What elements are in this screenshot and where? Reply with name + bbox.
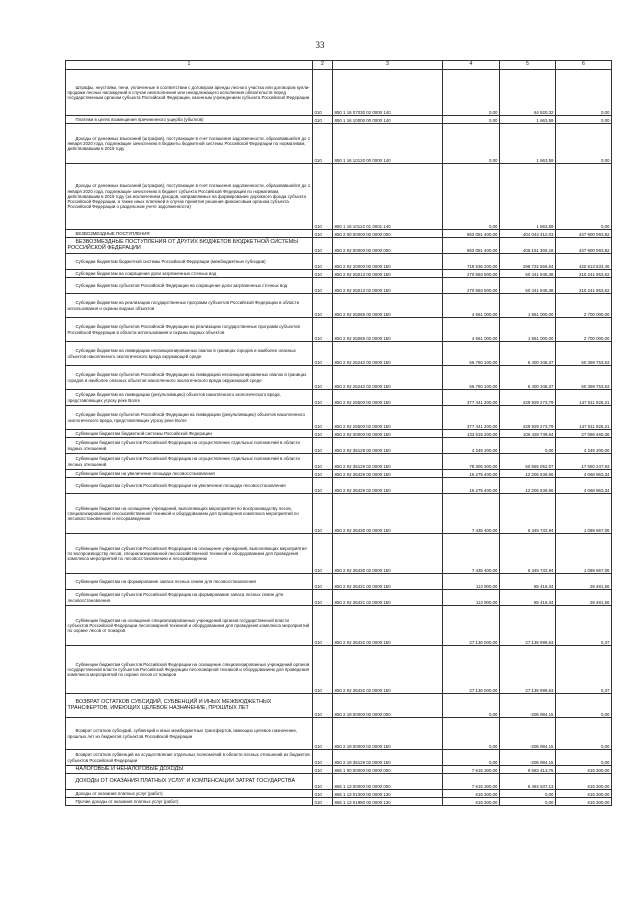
table-row [66, 606, 612, 646]
row-executed-amount: -206 894,15 [500, 694, 556, 718]
row-executed-amount: 6 345 732,94 [500, 494, 556, 534]
row-budget-code: 850 2 02 30000 00 0000 150 [333, 430, 443, 438]
row-code: 010 [313, 438, 333, 454]
row-description-text: Субсидии бюджетам на реализацию государственных программ субъектов Российской Федерации в области использования и охраны водных объектов [67, 300, 300, 311]
row-budget-code: 850 2 19 35129 02 0000 150 [333, 750, 443, 766]
row-code: 010 [313, 254, 333, 270]
row-unexecuted-amount: 4 249 200,00 [556, 438, 612, 454]
row-code: 010 [313, 430, 333, 438]
row-executed-amount: 60 441 946,38 [500, 270, 556, 278]
row-code: 010 [313, 230, 333, 238]
row-description [66, 774, 313, 790]
revenue-table [65, 60, 612, 806]
table-row [66, 406, 612, 430]
row-executed-amount: 27 135 999,63 [500, 646, 556, 694]
table-row [66, 718, 612, 750]
row-budget-code: 850 2 02 25013 00 0000 150 [333, 270, 443, 278]
row-description [66, 390, 313, 406]
row-unexecuted-amount: 28 481,66 [556, 574, 612, 590]
row-unexecuted-amount: 0,00 [556, 70, 612, 116]
row-unexecuted-amount: 0,00 [556, 124, 612, 164]
row-description [66, 342, 313, 366]
row-unexecuted-amount: 0,37 [556, 606, 612, 646]
row-executed-amount: 60 655 052,07 [500, 454, 556, 470]
row-description-text: НАЛОГОВЫЕ И НЕНАЛОГОВЫЕ ДОХОДЫ [75, 765, 184, 772]
row-description [66, 750, 313, 766]
row-approved-amount: 7 435 400,00 [443, 534, 500, 574]
row-unexecuted-amount: 210 241 953,62 [556, 270, 612, 278]
row-code: 010 [313, 116, 333, 124]
row-executed-amount: 60 441 946,38 [500, 278, 556, 294]
row-budget-code: 850 2 02 35430 02 0000 150 [333, 534, 443, 574]
row-approved-amount: 113 900,00 [443, 574, 500, 590]
row-approved-amount: 7 435 400,00 [443, 494, 500, 534]
row-description [66, 470, 313, 478]
row-description [66, 790, 313, 798]
row-approved-amount: 0,00 [443, 750, 500, 766]
row-code: 010 [313, 534, 333, 574]
row-approved-amount: 66 760 100,00 [443, 366, 500, 390]
row-code: 010 [313, 238, 333, 254]
row-approved-amount: 4 651 000,00 [443, 318, 500, 342]
row-description-text: Субвенции бюджетам субъектов Российской Федерации на осуществление отдельных полномочий в области водных отношений [67, 440, 300, 451]
row-executed-amount: 85 418,34 [500, 574, 556, 590]
row-description-text: Возврат остатков субсидий, субвенций и иных межбюджетных трансфертов, имеющих целевое назначение, прошлых лет из бюджетов субъектов Российской Федерации [67, 728, 298, 739]
row-unexecuted-amount: 1 089 667,06 [556, 494, 612, 534]
row-approved-amount: 78 305 300,00 [443, 454, 500, 470]
table-row [66, 294, 612, 318]
row-unexecuted-amount: 60 359 753,63 [556, 366, 612, 390]
row-description-text: Субсидии бюджетам на ликвидацию несанкционированных свалок в границах городов и наиболее опасных объектов накопленного экологического вреда окружающей среде [67, 348, 296, 359]
row-unexecuted-amount: 615 300,00 [556, 798, 612, 806]
row-description-text: ВОЗВРАТ ОСТАТКОВ СУБСИДИЙ, СУБВЕНЦИЙ И ИНЫХ МЕЖБЮДЖЕТНЫХ ТРАНСФЕРТОВ, ИМЕЮЩИХ ЦЕЛЕВОЕ НАЗНАЧЕНИЕ, ПРОШЛЫХ ЛЕТ [67, 699, 272, 711]
row-budget-code: 850 2 02 35431 02 0000 150 [333, 590, 443, 606]
row-budget-code: 850 2 02 35129 02 0000 150 [333, 454, 443, 470]
row-budget-code: 850 2 02 35430 00 0000 150 [333, 494, 443, 534]
row-executed-amount: 0,00 [500, 798, 556, 806]
row-budget-code: 850 2 02 25065 00 0000 150 [333, 294, 443, 318]
row-description [66, 534, 313, 574]
row-executed-amount: 405 151 306,18 [500, 238, 556, 254]
table-row [66, 590, 612, 606]
row-approved-amount: 16 275 400,00 [443, 470, 500, 478]
row-unexecuted-amount: 147 511 926,21 [556, 390, 612, 406]
row-description [66, 116, 313, 124]
row-code: 010 [313, 646, 333, 694]
table-row [66, 494, 612, 534]
row-code: 010 [313, 278, 333, 294]
row-description [66, 574, 313, 590]
row-approved-amount: 27 136 000,00 [443, 606, 500, 646]
row-code: 010 [313, 766, 333, 774]
table-row [66, 318, 612, 342]
row-budget-code: 850 1 16 07030 02 0000 140 [333, 70, 443, 116]
row-description-text: Субвенции бюджетам бюджетной системы Российской Федерации [75, 430, 212, 436]
row-approved-amount: 719 536 200,00 [443, 254, 500, 270]
row-executed-amount: 1 951 000,00 [500, 318, 556, 342]
table-row [66, 790, 612, 798]
table-row [66, 366, 612, 390]
row-code: 010 [313, 318, 333, 342]
row-unexecuted-amount: 0,00 [556, 116, 612, 124]
row-description-text: Доходы от оказания платных услуг (работ) [75, 790, 163, 796]
row-description [66, 254, 313, 270]
row-unexecuted-amount: 0,00 [556, 164, 612, 230]
table-row [66, 164, 612, 230]
row-approved-amount: 377 441 200,00 [443, 406, 500, 430]
row-description [66, 238, 313, 254]
row-description [66, 294, 313, 318]
row-approved-amount: 7 615 300,00 [443, 774, 500, 790]
row-unexecuted-amount: 4 068 863,34 [556, 478, 612, 494]
row-description [66, 164, 313, 230]
row-unexecuted-amount: 0,00 [556, 694, 612, 718]
row-description-text: Прочие доходы от оказания платных услуг (работ) [75, 798, 179, 804]
row-description [66, 124, 313, 164]
row-unexecuted-amount: 1 089 667,06 [556, 534, 612, 574]
row-approved-amount: 853 051 400,00 [443, 238, 500, 254]
row-unexecuted-amount: 0,37 [556, 646, 612, 694]
table-header-row [66, 61, 612, 70]
row-description [66, 766, 313, 774]
row-budget-code: 850 2 00 00000 00 0000 000 [333, 230, 443, 238]
page-number: 33 [315, 40, 325, 50]
row-code: 010 [313, 478, 333, 494]
row-executed-amount: 12 206 536,66 [500, 478, 556, 494]
row-unexecuted-amount: 28 481,66 [556, 590, 612, 606]
row-description [66, 430, 313, 438]
row-code: 010 [313, 454, 333, 470]
row-approved-amount: 377 441 200,00 [443, 390, 500, 406]
row-description-text: ДОХОДЫ ОТ ОКАЗАНИЯ ПЛАТНЫХ УСЛУГ И КОМПЕНСАЦИИ ЗАТРАТ ГОСУДАРСТВА [75, 777, 296, 784]
table-row [66, 646, 612, 694]
column-header: 1 [66, 61, 313, 70]
row-description [66, 718, 313, 750]
row-description-text: Субсидии бюджетам бюджетной системы Российской Федерации (межбюджетные субсидии) [75, 258, 266, 264]
row-budget-code: 850 1 16 10000 00 0000 140 [333, 116, 443, 124]
row-unexecuted-amount: 447 900 093,82 [556, 238, 612, 254]
row-executed-amount: 229 929 273,79 [500, 390, 556, 406]
column-header: 2 [313, 61, 333, 70]
row-description [66, 318, 313, 342]
row-description-text: Субсидии бюджетам на ликвидацию (рекультивацию) объектов накопленного экологического вреда, представляющих угрозу реке Волге [67, 392, 281, 403]
table-row [66, 534, 612, 574]
row-budget-code: 850 2 02 35431 00 0000 150 [333, 574, 443, 590]
row-unexecuted-amount: 0,00 [556, 718, 612, 750]
row-executed-amount: 27 135 999,63 [500, 606, 556, 646]
row-budget-code: 850 2 02 35432 02 0000 150 [333, 646, 443, 694]
row-description [66, 70, 313, 116]
row-approved-amount: 853 051 400,00 [443, 230, 500, 238]
row-description-text: БЕЗВОЗМЕЗДНЫЕ ПОСТУПЛЕНИЯ ОТ ДРУГИХ БЮДЖЕТОВ БЮДЖЕТНОЙ СИСТЕМЫ РОССИЙСКОЙ ФЕДЕРАЦИИ [67, 239, 299, 251]
table-row [66, 70, 612, 116]
row-executed-amount: 106 428 739,64 [500, 430, 556, 438]
row-description-text: Платежи в целях возмещения причиненного ущерба (убытков) [75, 116, 204, 122]
row-approved-amount: 0,00 [443, 694, 500, 718]
row-code: 010 [313, 750, 333, 766]
row-executed-amount: 1 951 000,00 [500, 294, 556, 318]
column-header: 3 [333, 61, 443, 70]
row-description [66, 694, 313, 718]
table-row [66, 454, 612, 470]
row-description-text: Субвенции бюджетам на формирование запаса лесных семян для лесовосстановления [75, 578, 256, 584]
row-executed-amount: 9 583 413,75 [500, 766, 556, 774]
row-description-text: Субвенции бюджетам субъектов Российской Федерации на формирование запаса лесных семян для лесовосстановления [67, 592, 283, 603]
table-row [66, 278, 612, 294]
row-executed-amount: 1 663,59 [500, 164, 556, 230]
row-approved-amount: 113 900,00 [443, 590, 500, 606]
row-budget-code: 850 1 16 10120 00 0000 140 [333, 124, 443, 164]
row-executed-amount: -206 894,15 [500, 718, 556, 750]
table-row [66, 798, 612, 806]
row-code: 010 [313, 342, 333, 366]
row-budget-code: 850 2 02 35432 00 0000 150 [333, 606, 443, 646]
row-code: 010 [313, 390, 333, 406]
row-code: 010 [313, 270, 333, 278]
row-approved-amount: 270 683 900,00 [443, 278, 500, 294]
row-unexecuted-amount: 2 700 000,00 [556, 294, 612, 318]
row-executed-amount: 6 400 346,37 [500, 366, 556, 390]
row-executed-amount: 12 206 536,66 [500, 470, 556, 478]
row-approved-amount: 7 615 300,00 [443, 766, 500, 774]
row-description-text: Субсидии бюджетам субъектов Российской Федерации на ликвидацию несанкционированных свалок в границах городов и наиболее опасных объектов накопленного экологического вреда окружающей среде [67, 372, 307, 383]
table-row [66, 238, 612, 254]
row-budget-code: 850 2 19 00000 00 0000 000 [333, 694, 443, 718]
row-budget-code: 850 2 02 35128 00 0000 150 [333, 438, 443, 454]
column-header: 4 [443, 61, 500, 70]
row-description-text: Доходы от денежных взысканий (штрафов), поступающие в счет погашения задолженности, образовавшейся до 1 января 2020 года, подлежащие зачислению в бюджеты бюджетной системы Российской Федерации по нормативам, действовавшим в 2019 году [67, 135, 311, 152]
row-budget-code: 850 2 02 35429 00 0000 150 [333, 470, 443, 478]
row-budget-code: 850 2 02 25500 02 0000 150 [333, 406, 443, 430]
row-approved-amount: 615 300,00 [443, 790, 500, 798]
row-description [66, 606, 313, 646]
row-description-text: БЕЗВОЗМЕЗДНЫЕ ПОСТУПЛЕНИЯ [75, 230, 150, 236]
row-approved-amount: 0,00 [443, 718, 500, 750]
table-row [66, 124, 612, 164]
row-description [66, 270, 313, 278]
row-approved-amount: 133 515 200,00 [443, 430, 500, 438]
row-executed-amount: 229 929 273,79 [500, 406, 556, 430]
row-approved-amount: 4 651 000,00 [443, 294, 500, 318]
row-code: 010 [313, 574, 333, 590]
row-description-text: Доходы от денежных взысканий (штрафов), поступающие в счет погашения задолженности, образовавшейся до 1 января 2020 года, подлежащие зачислению в бюджет субъекта Российской Федерации по нормативам, действовавшим в 2019 году (за исключением доходов, направляемых на формирование дорожного фонда субъекта Российской Федерации, а также иных платежей в случае принятия решения финансовым органом субъекта Российской Федерации о раздельном учете задолженности) [67, 183, 311, 210]
column-header: 5 [500, 61, 556, 70]
row-description [66, 406, 313, 430]
table-row [66, 270, 612, 278]
row-unexecuted-amount: 0,00 [556, 750, 612, 766]
row-description-text: Штрафы, неустойки, пени, уплаченные в соответствии с договором аренды лесного участка или договором купли-продажи лесных насаждений в случае неисполнения или ненадлежащего исполнения обязательств перед государственным органом субъекта Российской Федерации, казенным учреждением субъекта Российской Федерации [67, 84, 310, 101]
row-budget-code: 850 1 16 10122 01 0001 140 [333, 164, 443, 230]
row-approved-amount: 27 136 000,00 [443, 646, 500, 694]
row-unexecuted-amount: 615 300,00 [556, 774, 612, 790]
row-description-text: Субсидии бюджетам субъектов Российской Федерации на реализацию государственных программ субъектов Российской Федерации в области использования и охраны водных объектов [67, 324, 300, 335]
row-budget-code: 855 1 00 00000 00 0000 000 [333, 766, 443, 774]
row-budget-code: 850 2 02 25242 00 0000 150 [333, 342, 443, 366]
row-description-text: Субвенции бюджетам субъектов Российской Федерации на оснащение специализированных учреждений органов государственной власти субъектов Российской Федерации лесопожарной техникой и оборудованием для проведения комплекса мероприятий по охране лесов от пожаров [67, 661, 310, 678]
row-executed-amount: 6 484 537,13 [500, 774, 556, 790]
row-code: 010 [313, 694, 333, 718]
row-budget-code: 850 2 02 35429 02 0000 150 [333, 478, 443, 494]
row-budget-code: 850 2 02 00000 00 0000 000 [333, 238, 443, 254]
row-code: 010 [313, 406, 333, 430]
row-budget-code: 855 1 13 00000 00 0000 000 [333, 774, 443, 790]
row-budget-code: 855 1 13 01990 00 0000 130 [333, 798, 443, 806]
row-code: 010 [313, 590, 333, 606]
table-row [66, 766, 612, 774]
row-code: 010 [313, 606, 333, 646]
row-code: 010 [313, 70, 333, 116]
table-row [66, 750, 612, 766]
row-budget-code: 850 2 02 20000 00 0000 150 [333, 254, 443, 270]
row-description [66, 590, 313, 606]
row-description-text: Субвенции бюджетам субъектов Российской Федерации на осуществление отдельных полномочий в области лесных отношений [67, 456, 300, 467]
table-row [66, 470, 612, 478]
row-code: 010 [313, 774, 333, 790]
row-executed-amount: -206 894,15 [500, 750, 556, 766]
row-executed-amount: 404 044 412,03 [500, 230, 556, 238]
row-budget-code: 850 2 02 25500 00 0000 150 [333, 390, 443, 406]
table-row [66, 438, 612, 454]
row-description-text: Субвенции бюджетам на оснащение специализированных учреждений органов государственной власти субъектов Российской Федерации лесопожарной техникой и оборудованием для проведения комплекса мероприятий по охране лесов от пожаров [67, 617, 310, 634]
row-description [66, 454, 313, 470]
table-row [66, 774, 612, 790]
row-description-text: Субвенции бюджетам субъектов Российской Федерации на увеличение площади лесовосстановления [75, 482, 286, 488]
row-approved-amount: 0,00 [443, 164, 500, 230]
table-row [66, 390, 612, 406]
row-executed-amount: 1 663,59 [500, 124, 556, 164]
row-code: 010 [313, 470, 333, 478]
row-approved-amount: 0,00 [443, 70, 500, 116]
row-description [66, 438, 313, 454]
column-header: 6 [556, 61, 612, 70]
row-approved-amount: 615 300,00 [443, 798, 500, 806]
row-description-text: Субсидии бюджетам субъектов Российской Федерации на ликвидацию (рекультивацию) объектов накопленного экологического вреда, представляющих угрозу реке Волге [67, 412, 305, 423]
row-unexecuted-amount: 2 700 000,00 [556, 318, 612, 342]
row-unexecuted-amount: 27 086 460,36 [556, 430, 612, 438]
row-executed-amount: 0,00 [500, 438, 556, 454]
table-row [66, 694, 612, 718]
row-description-text: Субсидии бюджетам субъектов Российской Федерации на сокращение доли загрязненных сточных вод [75, 282, 288, 288]
row-description [66, 494, 313, 534]
row-approved-amount: 0,00 [443, 124, 500, 164]
table-row [66, 116, 612, 124]
table-row [66, 478, 612, 494]
row-approved-amount: 66 760 100,00 [443, 342, 500, 366]
row-executed-amount: 64 920,32 [500, 70, 556, 116]
row-unexecuted-amount: 147 511 926,21 [556, 406, 612, 430]
row-description-text: Субсидии бюджетам на сокращение доли загрязненных сточных вод [75, 270, 217, 276]
row-code: 010 [313, 718, 333, 750]
row-budget-code: 855 1 13 01000 00 0000 130 [333, 790, 443, 798]
row-code: 010 [313, 164, 333, 230]
row-description-text: Субвенции бюджетам на оснащение учреждений, выполняющих мероприятия по воспроизводству лесов, специализированной лесохозяйственной техникой и оборудованием для проведения комплекса мероприятий по лесовосстановлению и лесоразведению [67, 505, 299, 522]
row-unexecuted-amount: 420 813 633,46 [556, 254, 612, 270]
row-description-text: Субвенции бюджетам на увеличение площади лесовосстановления [75, 470, 215, 476]
row-description [66, 646, 313, 694]
row-budget-code: 850 2 19 00000 02 0000 150 [333, 718, 443, 750]
row-description [66, 366, 313, 390]
row-budget-code: 850 2 02 25013 02 0000 150 [333, 278, 443, 294]
table-row [66, 342, 612, 366]
row-approved-amount: 16 275 400,00 [443, 478, 500, 494]
row-executed-amount: 1 663,59 [500, 116, 556, 124]
row-executed-amount: 6 345 732,94 [500, 534, 556, 574]
row-code: 010 [313, 124, 333, 164]
row-unexecuted-amount: 615 300,00 [556, 790, 612, 798]
row-code: 010 [313, 494, 333, 534]
row-code: 010 [313, 294, 333, 318]
table-body [66, 70, 612, 806]
row-executed-amount: 0,00 [500, 790, 556, 798]
table-row [66, 430, 612, 438]
row-executed-amount: 6 400 346,37 [500, 342, 556, 366]
table-row [66, 574, 612, 590]
row-description-text: Возврат остатков субвенций на осуществление отдельных полномочий в области лесных отношений из бюджетов субъектов Российской Федерации [67, 752, 310, 763]
row-description-text: Субвенции бюджетам субъектов Российской Федерации на оснащение учреждений, выполняющих мероприятия по воспроизводству лесов, специализированной лесохозяйственной техникой и оборудованием для проведения комплекса мероприятий по лесовосстановлению и лесоразведению [67, 545, 307, 562]
table-row [66, 254, 612, 270]
row-executed-amount: 85 418,34 [500, 590, 556, 606]
row-budget-code: 850 2 02 25065 02 0000 150 [333, 318, 443, 342]
row-code: 010 [313, 790, 333, 798]
row-code: 010 [313, 366, 333, 390]
row-description [66, 230, 313, 238]
row-description [66, 278, 313, 294]
row-description [66, 478, 313, 494]
row-description [66, 798, 313, 806]
row-budget-code: 850 2 02 25242 02 0000 150 [333, 366, 443, 390]
row-executed-amount: 298 722 566,54 [500, 254, 556, 270]
row-unexecuted-amount: 60 359 753,63 [556, 342, 612, 366]
row-approved-amount: 4 249 200,00 [443, 438, 500, 454]
row-code: 010 [313, 798, 333, 806]
row-unexecuted-amount: 210 241 953,62 [556, 278, 612, 294]
row-unexecuted-amount: 17 650 247,93 [556, 454, 612, 470]
row-unexecuted-amount: 4 068 863,34 [556, 470, 612, 478]
table-row [66, 230, 612, 238]
row-unexecuted-amount: 615 300,00 [556, 766, 612, 774]
row-approved-amount: 270 683 900,00 [443, 270, 500, 278]
row-unexecuted-amount: 447 900 093,82 [556, 230, 612, 238]
row-approved-amount: 0,00 [443, 116, 500, 124]
